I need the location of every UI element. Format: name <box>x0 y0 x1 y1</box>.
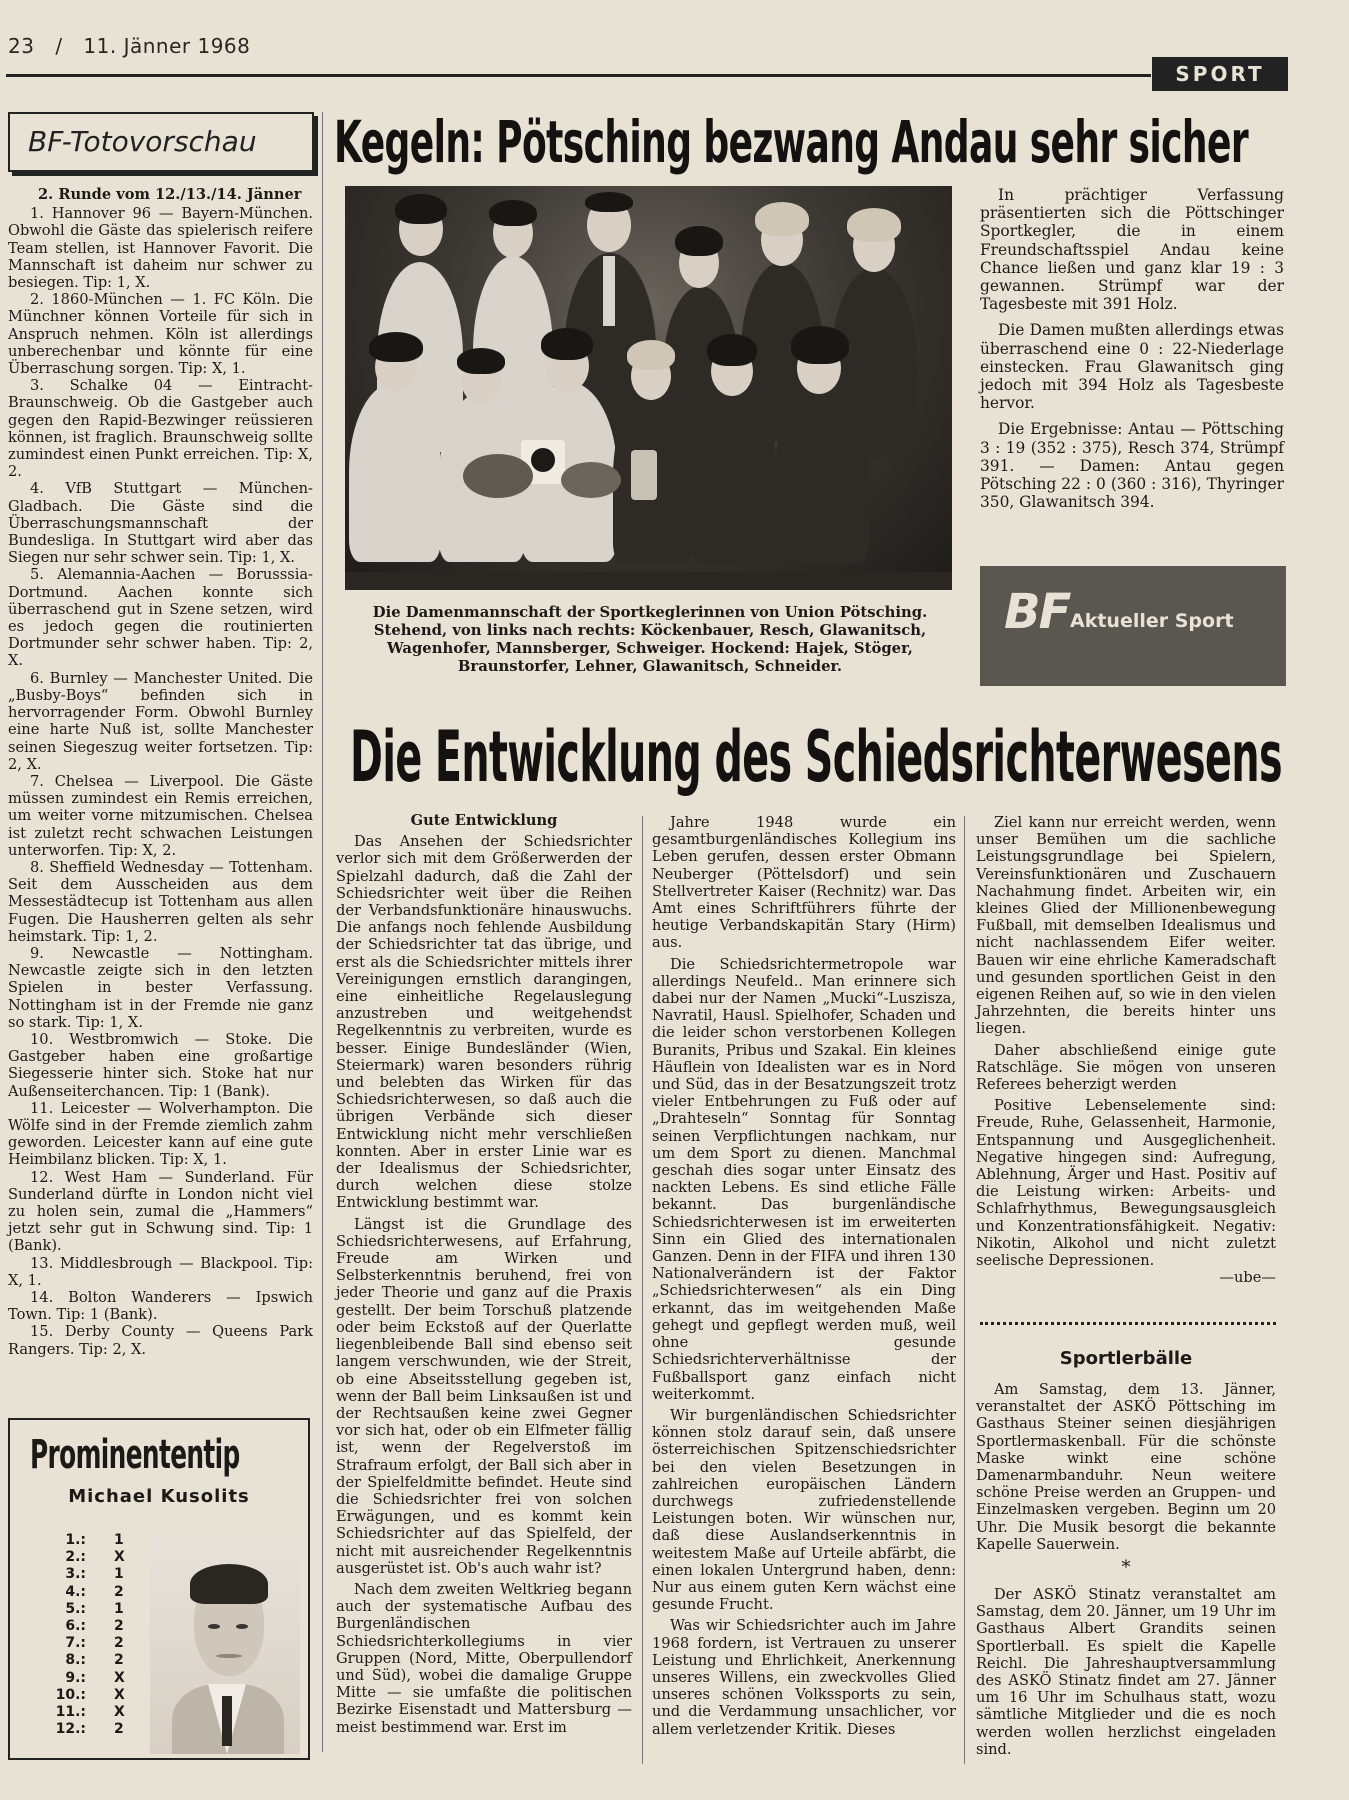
promi-tip-value: 1 <box>114 1532 124 1548</box>
promi-tip-number: 5.: <box>65 1600 86 1617</box>
promi-tip-value: 2 <box>114 1618 124 1635</box>
promi-tip-number: 9.: <box>65 1669 86 1686</box>
promi-tip-number: 1.: <box>65 1532 86 1548</box>
sportlerbaelle-asterisk: * <box>1121 1557 1131 1579</box>
promi-tip-number: 3.: <box>65 1566 86 1583</box>
promi-tip-value: 2 <box>114 1721 124 1738</box>
promi-tip-value: 1 <box>114 1600 124 1617</box>
sportlerbaelle-divider <box>980 1322 1276 1325</box>
team-photo-caption: Die Damenmannschaft der Sportkeglerinnen von Union Pötsching. Stehend, von links nach rechts: Köckenbauer, Resch, Glawanitsch, Wagenhofer, Mannsberger, Schweiger. Hockend: Hajek, Stöger, Braunstorfer, Lehner, Glawanitsch, Schneider. <box>372 604 928 675</box>
paragraph: Das Ansehen der Schiedsrichter verlor sich mit dem Größerwerden der Spielzahl dadurch, daß die Zahl der Schiedsrichter weit über die Reihen der Verbandsfunktionäre hinauswuchs. Die anfangs noch fehlende Ausbildung der Schiedsrichter tat das übrige, und erst als die Schiedsrichter mittels ihrer Vereinigungen ernstlich darangingen, eine einheitliche Regelauslegung anzustreben und weitgehendst Regelkenntnis zu verbreiten, wurde es besser. Einige Bundesländer (Wien, Steiermark) waren besonders rührig und belebten das Wirken für das Schiedsrichterwesen, so daß auch die übrigen Verbände sich dieser Entwicklung nicht mehr verschließen konnten. Aber in erster Linie war es der Idealismus der Schiedsrichter, durch welchen diese stolze Entwicklung bestimmt war. <box>336 833 632 1212</box>
promi-tip-row <box>40 1687 131 1704</box>
schiri-col-1 <box>336 812 632 1740</box>
toto-match: 9. Newcastle — Nottingham. Newcastle zeigte sich in den letzten Spielen in bester Verfassung. Nottingham ist in der Fremde nie ganz so stark. Tip: 1, X. <box>8 944 313 1031</box>
promi-portrait <box>150 1536 300 1754</box>
promi-tip-number: 12.: <box>55 1721 86 1738</box>
promi-tip-number: 10.: <box>55 1686 86 1703</box>
kegeln-headline: Kegeln: Pötsching bezwang Andau sehr sicher <box>334 108 1248 176</box>
promi-tip-row <box>40 1532 131 1549</box>
paragraph: Die Schiedsrichtermetropole war allerdings Neufeld.. Man erinnere sich dabei nur der Namen „Mucki“-Luszisza, Navratil, Hausl. Spielhofer, Schaden und die leider schon verstorbenen Kollegen Buranits, Pribus und Szakal. Ein kleines Häuflein von Idealisten war es in Nord und Süd, das in der Besatzungszeit trotz vieler Entbehrungen zu Fuß oder auf „Drahteseln“ Sonntag für Sonntag seinen Verpflichtungen nachkam, nur um dem Sport zu dienen. Manchmal geschah dies sogar unter Einsatz des nackten Lebens. Es sind etliche Fälle bekannt. Das burgenländische Schiedsrichterwesen ist im erweiterten Sinn ein Glied des internationalen Ganzen. Denn in der FIFA und ihren 130 Nationalverändern ist der Faktor „Schiedsrichterwesen“ als ein Ding erkannt, das im weitgehenden Maße gehegt und gepflegt werden muß, weil ohne gesunde Schiedsrichterverhältnisse der Fußballsport ganz einfach nicht weiterkommt. <box>652 955 956 1403</box>
bf-logo: BF <box>1004 584 1070 640</box>
paragraph: Längst ist die Grundlage des Schiedsrichterwesens, auf Erfahrung, Freude am Wirken und Selbsterkenntnis beruhend, frei von jeder Theorie und ganz auf die Praxis gestellt. Der beim Torschuß platzende oder beim Eckstoß auf der Querlatte liegenbleibende Ball sind ebenso seit langem verschwunden, wie der Streit, ob eine Abseitsstellung gegeben ist, wenn der Ball beim Linksaußen ist und der Rechtsaußen keine zwei Gegner vor sich hat, oder ob ein Elfmeter fällig ist, wenn der Regelverstoß im Strafraum erfolgt, der Ball sich aber in der Spielfeldmitte befindet. Heute sind die Schiedsrichter frei von solchen Erwägungen, und es kommt kein Schiedsrichter auf das Spielfeld, der nicht mit ausreichender Regelkenntnis ausgerüstet ist. Ob's auch wahr ist? <box>336 1215 632 1577</box>
promi-tip-row <box>40 1549 131 1566</box>
promi-tip-value: 2 <box>114 1635 124 1652</box>
promi-tip-value: 2 <box>114 1583 124 1600</box>
promi-tip-number: 7.: <box>65 1635 86 1652</box>
promi-tip-row <box>40 1670 131 1687</box>
paragraph: Was wir Schiedsrichter auch im Jahre 1968 fordern, ist Vertrauen zu unserer Leistung und Ehrlichkeit, Anerkennung unseres Willens, ein zweckvolles Glied unseres schönen Volkssports zu sein, und die Verdammung unsachlicher, vor allem verletzender Kritik. Dieses <box>652 1617 956 1738</box>
promi-title: Prominententip <box>30 1432 240 1478</box>
header-separator: / <box>55 34 63 58</box>
promi-tip-row <box>40 1635 131 1652</box>
bf-aktueller-sport-box <box>980 566 1286 686</box>
promi-name: Michael Kusolits <box>68 1486 250 1507</box>
promi-tip-value: 2 <box>114 1652 124 1669</box>
toto-match: 2. 1860-München — 1. FC Köln. Die Münchner können Vorteile für sich in Anspruch nehmen. Köln ist allerdings unberechenbar und könnte für eine Überraschung sorgen. Tip: X, 1. <box>8 291 313 378</box>
sportlerbaelle-article <box>976 1348 1276 1762</box>
toto-match: 4. VfB Stuttgart — München-Gladbach. Die Gäste sind die Überraschungsmannschaft der Bundesliga. In Stuttgart wird aber das Siegen nur sehr schwer sein. Tip: 1, X. <box>8 480 313 567</box>
section-label: SPORT <box>1152 57 1288 91</box>
header-rule <box>6 74 1151 77</box>
promi-tips <box>40 1532 131 1738</box>
promi-box <box>8 1418 310 1760</box>
paragraph: Ziel kann nur erreicht werden, wenn unser Bemühen um die sachliche Leistungsgrundlage bei Spielern, Vereinsfunktionären und Zuschauern Nachahmung findet. Arbeiten wir, ein kleines Glied der Millionenbewegung Fußball, mit demselben Idealismus und nicht nachlassendem Eifer weiter. Bauen wir eine ehrliche Kameradschaft und gesunden sportlichen Geist in den eigenen Reihen auf, so wie in den vielen Jahrzehnten, die bereits hinter uns liegen. <box>976 814 1276 1038</box>
sportlerbaelle-para-1: Am Samstag, dem 13. Jänner, veranstaltet der ASKÖ Pöttsching im Gasthaus Steiner seinen diesjährigen Sportlermaskenball. Für die schönste Maske winkt eine schöne Damenarmbanduhr. Neun weitere schöne Preise werden an Gruppen- und Einzelmasken vergeben. Beginn um 20 Uhr. Die Musik besorgt die bekannte Kapelle Sauerwein. <box>976 1381 1276 1553</box>
promi-tip-row <box>40 1601 131 1618</box>
promi-tip-value: X <box>114 1686 125 1703</box>
bf-box-label: Aktueller Sport <box>1070 610 1234 632</box>
page-header <box>8 34 250 58</box>
schiri-headline-wrap <box>350 716 1290 802</box>
promi-tip-value: X <box>114 1549 125 1566</box>
paragraph: Jahre 1948 wurde ein gesamtburgenländisches Kollegium ins Leben gerufen, dessen erster Obmann Neuberger (Pöttelsdorf) und sein Stellvertreter Kaiser (Rechnitz) war. Das Amt eines Schriftführers führte der heutige Verbandskapitän Stary (Hirm) aus. <box>652 814 956 952</box>
toto-match: 6. Burnley — Manchester United. Die „Busby-Boys“ befinden sich in hervorragender Form. Obwohl Burnley eine harte Nuß ist, sollte Manchester seinen Siegeszug weiter fortsetzen. Tip: 2, X. <box>8 669 313 773</box>
paragraph: Die Ergebnisse: Antau — Pöttsching 3 : 19 (352 : 375), Resch 374, Strümpf 391. — Damen: Antau gegen Pötsching 22 : 0 (360 : 316), Thyringer 350, Glawanitsch 394. <box>980 420 1284 512</box>
left-column-divider <box>322 112 323 1752</box>
team-photo <box>345 186 952 590</box>
kegeln-paragraphs <box>980 186 1284 511</box>
promi-tip-row <box>40 1566 131 1583</box>
schiri-subhead: Gute Entwicklung <box>410 812 558 829</box>
toto-match: 10. Westbromwich — Stoke. Die Gastgeber haben eine großartige Siegesserie hinter sich. Stoke hat nur Außenseiterchancen. Tip: 1 (Bank). <box>8 1030 313 1100</box>
toto-title: BF-Totovorschau <box>28 125 257 158</box>
toto-column <box>8 186 313 1358</box>
paragraph: Wir burgenländischen Schiedsrichter können stolz darauf sein, daß unsere österreichischen Spitzenschiedsrichter bei den vielen Besetzungen in zahlreichen europäischen Ländern durchwegs zufriedenstellende Leistungen boten. Wir wünschen nur, daß diese Auslandserkenntnis in weitestem Maße auf Urteile abfärbt, die einen lokalen Untergrund haben, denn: Nur aus einem guten Kern wächst eine gesunde Frucht. <box>652 1406 956 1614</box>
schiri-col2-paragraphs <box>652 814 956 1738</box>
toto-match: 8. Sheffield Wednesday — Tottenham. Seit dem Ausscheiden aus dem Messestädtecup ist Tottenham aus allen Fugen. Die Hausherren gelten als sehr heimstark. Tip: 1, 2. <box>8 858 313 945</box>
promi-title-wrap <box>30 1432 300 1482</box>
promi-tip-number: 8.: <box>65 1652 86 1669</box>
schiri-col3-paragraphs <box>976 814 1276 1269</box>
paragraph: Die Damen mußten allerdings etwas überraschend eine 0 : 22-Niederlage einstecken. Frau Glawanitsch ging jedoch mit 394 Holz als Tagesbeste hervor. <box>980 321 1284 413</box>
promi-tip-row <box>40 1704 131 1721</box>
schiri-col-2 <box>652 814 956 1742</box>
promi-tip-row <box>40 1652 131 1669</box>
promi-tip-number: 2.: <box>65 1549 86 1566</box>
paragraph: In prächtiger Verfassung präsentierten sich die Pöttschinger Sportkegler, die in einem Freundschaftsspiel Andau keine Chance ließen und ganz klar 19 : 3 gewannen. Strümpf war der Tagesbeste mit 391 Holz. <box>980 186 1284 314</box>
schiri-col1-paragraphs <box>336 833 632 1736</box>
col-divider-1 <box>642 816 643 1764</box>
promi-tip-value: X <box>114 1704 125 1721</box>
sportlerbaelle-title: Sportlerbälle <box>1059 1348 1193 1369</box>
toto-match: 5. Alemannia-Aachen — Borusssia-Dortmund. Aachen konnte sich überraschend gut in Szene setzen, wird es jedoch gegen die routinierten Dortmunder sehr schwer haben. Tip: 2, X. <box>8 566 313 670</box>
schiri-headline: Die Entwicklung des Schiedsrichterwesens <box>350 716 1282 798</box>
promi-tip-number: 11.: <box>55 1704 86 1721</box>
toto-match: 14. Bolton Wanderers — Ipswich Town. Tip: 1 (Bank). <box>8 1289 313 1324</box>
toto-list <box>8 205 313 1358</box>
toto-match: 7. Chelsea — Liverpool. Die Gäste müssen zumindest ein Remis erreichen, um weiter vorne mitzumischen. Chelsea ist zuletzt recht schwachen Leistungen unterworfen. Tip: X, 2. <box>8 772 313 859</box>
promi-tip-row <box>40 1584 131 1601</box>
promi-tip-number: 4.: <box>65 1583 86 1600</box>
toto-title-box <box>8 112 314 172</box>
toto-round: 2. Runde vom 12./13./14. Jänner <box>38 186 302 203</box>
schiri-col-3 <box>976 814 1276 1286</box>
col-divider-2 <box>964 816 965 1764</box>
page-number: 23 <box>8 34 35 58</box>
toto-match: 13. Middlesbrough — Blackpool. Tip: X, 1. <box>8 1254 313 1289</box>
promi-tip-value: X <box>114 1669 125 1686</box>
issue-date: 11. Jänner 1968 <box>83 34 251 58</box>
paragraph: Positive Lebenselemente sind: Freude, Ruhe, Gelassenheit, Harmonie, Entspannung und Ausgeglichenheit. Negative hingegen sind: Aufregung, Ablehnung, Ärger und Hast. Positiv auf die Leistung wirken: Arbeits- und Schlafrhythmus, Bewegungsausgleich und Konzentrationsfähigkeit. Negativ: Nikotin, Alkohol und nicht zuletzt seelische Depressionen. <box>976 1097 1276 1270</box>
toto-match: 1. Hannover 96 — Bayern-München. Obwohl die Gäste das spielerisch reifere Team stellen, ist Hannover Favorit. Die Mannschaft ist daheim nur schwer zu besiegen. Tip: 1, X. <box>8 205 313 292</box>
promi-tip-number: 6.: <box>65 1618 86 1635</box>
kegeln-headline-wrap <box>334 108 1294 178</box>
promi-tip-row <box>40 1618 131 1635</box>
toto-match: 11. Leicester — Wolverhampton. Die Wölfe sind in der Fremde ziemlich zahm geworden. Leicester kann auf eine gute Heimbilanz blicken. Tip: X, 1. <box>8 1099 313 1169</box>
toto-match: 12. West Ham — Sunderland. Für Sunderland dürfte in London nicht viel zu holen sein, zumal die „Hammers“ jetzt sehr gut in Schwung sind. Tip: 1 (Bank). <box>8 1168 313 1255</box>
toto-match: 15. Derby County — Queens Park Rangers. Tip: 2, X. <box>8 1323 313 1358</box>
sportlerbaelle-para-2: Der ASKÖ Stinatz veranstaltet am Samstag, dem 20. Jänner, um 19 Uhr im Gasthaus Albert Grandits seinen Sportlerball. Es spielt die Kapelle Reichl. Die Jahreshauptversammlung des ASKÖ Stinatz findet am 27. Jänner um 16 Uhr im Schulhaus statt, wozu sämtliche Mitglieder und die es noch werden wollen herzlichst eingeladen sind. <box>976 1586 1276 1758</box>
toto-match: 3. Schalke 04 — Eintracht-Braunschweig. Ob die Gastgeber auch gegen den Rapid-Bezwinger reüssieren können, ist fraglich. Braunschweig sollte zumindest einen Punkt erreichen. Tip: X, 2. <box>8 377 313 481</box>
paragraph: Nach dem zweiten Weltkrieg begann auch der systematische Aufbau des Burgenländischen Schiedsrichterkollegiums in vier Gruppen (Nord, Mitte, Oberpullendorf und Süd), wobei die damalige Gruppe Mitte — sie umfaßte die politischen Bezirke Eisenstadt und Mattersburg — meist bestimmend war. Erst im <box>336 1580 632 1736</box>
kegeln-article <box>980 186 1284 519</box>
promi-tip-row <box>40 1721 131 1738</box>
promi-tip-value: 1 <box>114 1566 124 1583</box>
schiri-signature: —ube— <box>1219 1269 1276 1287</box>
paragraph: Daher abschließend einige gute Ratschläge. Sie mögen von unseren Referees beherzigt werden <box>976 1041 1276 1094</box>
